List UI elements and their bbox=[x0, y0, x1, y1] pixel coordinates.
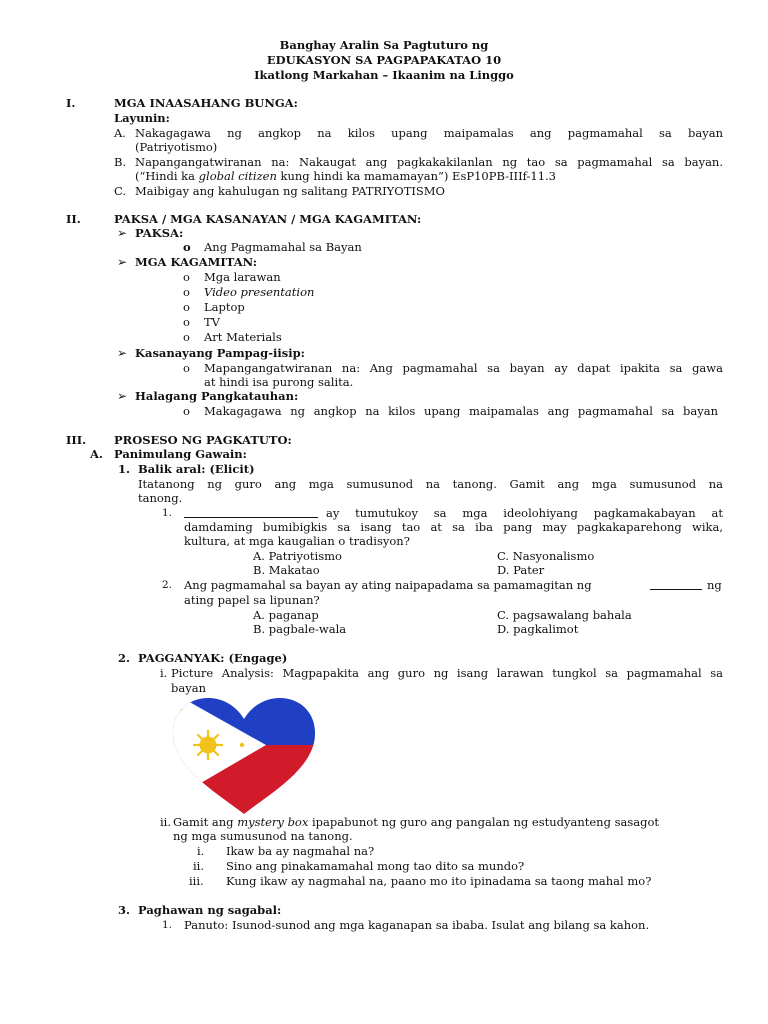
kagamitan-item: TV bbox=[204, 315, 220, 329]
mystery-question: Kung ikaw ay nagmahal na, paano mo ito ipinadama sa taong mahal mo? bbox=[226, 874, 652, 888]
heart-flag-icon bbox=[170, 697, 318, 815]
sub-bullet-icon: o bbox=[183, 285, 190, 299]
section-3-numeral: III. bbox=[66, 433, 87, 447]
picture-analysis-line-1: Picture Analysis: Magpapakita ang guro ng isang larawan tungkol sa pagmamahal sa bbox=[171, 666, 723, 680]
question-2-number: 2. bbox=[162, 579, 173, 591]
paksa-item: Ang Pagmamahal sa Bayan bbox=[204, 240, 362, 254]
sub-bullet-icon: o bbox=[183, 270, 190, 284]
kagamitan-item: Art Materials bbox=[204, 330, 282, 344]
balik-aral-title: Balik aral: (Elicit) bbox=[138, 462, 255, 476]
objective-b-line-1: Napangangatwiranan na: Nakaugat ang pagkakakilanlan ng tao sa pagmamahal sa bayan. bbox=[135, 155, 723, 169]
kagamitan-item: Laptop bbox=[204, 300, 245, 314]
paghawan-number: 3. bbox=[118, 903, 131, 917]
objective-c-line-1: Maibigay ang kahulugan ng salitang PATRIYOTISMO bbox=[135, 184, 445, 198]
mystery-question: Sino ang pinakamamahal mong tao dito sa mundo? bbox=[226, 859, 525, 873]
sub-bullet-icon: o bbox=[183, 240, 191, 254]
objective-b-label: B. bbox=[114, 155, 127, 169]
balik-aral-number: 1. bbox=[118, 462, 131, 476]
question-2-line-1-end: ng bbox=[707, 578, 722, 592]
question-2-line-1-blank bbox=[650, 578, 702, 594]
header-line-3: Ikatlong Markahan – Ikaanim na Linggo bbox=[254, 68, 514, 82]
kagamitan-label: MGA KAGAMITAN: bbox=[135, 255, 257, 269]
choice: B. Makatao bbox=[253, 563, 320, 577]
choice: A. paganap bbox=[253, 608, 319, 622]
sub-bullet-icon: o bbox=[183, 361, 190, 375]
choice: C. Nasyonalismo bbox=[497, 549, 595, 563]
halagang-label: Halagang Pangkatauhan: bbox=[135, 389, 299, 403]
objective-c-label: C. bbox=[114, 184, 127, 198]
section-1-numeral: I. bbox=[66, 96, 76, 110]
philippine-flag-heart-image bbox=[170, 697, 318, 815]
kasanayan-line-1: Mapangangatwiranan na: Ang pagmamahal sa bayan ay dapat ipakita sa gawa bbox=[204, 361, 723, 375]
kagamitan-item: Mga larawan bbox=[204, 270, 281, 284]
answer-blank bbox=[650, 578, 702, 590]
choice: D. Pater bbox=[497, 563, 545, 577]
halagang-item: Makagagawa ng angkop na kilos upang maipamalas ang pagmamahal sa bayan bbox=[204, 404, 718, 418]
pagganyak-number: 2. bbox=[118, 651, 131, 665]
mystery-question: Ikaw ba ay nagmahal na? bbox=[226, 844, 375, 858]
section-1-title: MGA INAASAHANG BUNGA: bbox=[114, 96, 298, 110]
mystery-question-number: i. bbox=[197, 844, 205, 858]
sub-bullet-icon: o bbox=[183, 330, 190, 344]
picture-analysis-label: i. bbox=[160, 666, 168, 680]
question-1-line-2: damdaming bumibigkis sa isang tao at sa iba pang may pagkakaparehong wika, bbox=[184, 520, 723, 534]
kasanayan-line-2: at hindi isa purong salita. bbox=[204, 375, 354, 389]
arrow-bullet-icon: ➢ bbox=[117, 226, 128, 240]
sub-bullet-icon: o bbox=[183, 404, 190, 418]
paksa-label: PAKSA: bbox=[135, 226, 184, 240]
question-2-line-1-text: Ang pagmamahal sa bayan ay ating naipapadama sa pamamagitan ng bbox=[184, 578, 592, 592]
choice: D. pagkalimot bbox=[497, 622, 579, 636]
section-2-title: PAKSA / MGA KASANAYAN / MGA KAGAMITAN: bbox=[114, 212, 422, 226]
answer-blank bbox=[184, 506, 318, 518]
layunin-label: Layunin: bbox=[114, 111, 170, 125]
objective-a-line-2: (Patriyotismo) bbox=[135, 140, 218, 154]
objective-a-label: A. bbox=[114, 126, 126, 140]
arrow-bullet-icon: ➢ bbox=[117, 346, 128, 360]
objective-a-line-1: Nakagagawa ng angkop na kilos upang maipamalas ang pagmamahal sa bayan bbox=[135, 126, 723, 140]
choice: C. pagsawalang bahala bbox=[497, 608, 632, 622]
mystery-question-number: ii. bbox=[193, 859, 205, 873]
part-a-title: Panimulang Gawain: bbox=[114, 447, 247, 461]
choice: A. Patriyotismo bbox=[253, 549, 342, 563]
question-1-line-3: kultura, at mga kaugalian o tradisyon? bbox=[184, 534, 410, 548]
section-3-title: PROSESO NG PAGKATUTO: bbox=[114, 433, 292, 447]
arrow-bullet-icon: ➢ bbox=[117, 389, 128, 403]
picture-analysis-line-2: bayan bbox=[171, 681, 206, 695]
balik-aral-line-1: Itatanong ng guro ang mga sumusunod na tanong. Gamit ang mga sumusunod na bbox=[138, 477, 723, 491]
flag-sun-icon bbox=[193, 730, 223, 760]
arrow-bullet-icon: ➢ bbox=[117, 255, 128, 269]
mystery-box-line-1: Gamit ang mystery box ipapabunot ng guro ang pangalan ng estudyanteng sasagot bbox=[173, 815, 660, 829]
header-line-2: EDUKASYON SA PAGPAPAKATAO 10 bbox=[266, 53, 502, 67]
part-a-label: A. bbox=[90, 447, 103, 461]
panuto-text: Panuto: Isunod-sunod ang mga kaganapan sa ibaba. Isulat ang bilang sa kahon. bbox=[184, 918, 650, 932]
question-1-line-1: ay tumutukoy sa mga ideolohiyang pagkamakabayan at bbox=[184, 506, 723, 522]
question-1-number: 1. bbox=[162, 507, 173, 519]
panuto-number: 1. bbox=[162, 919, 173, 931]
mystery-box-label: ii. bbox=[160, 815, 172, 829]
kasanayan-label: Kasanayang Pampag-iisip: bbox=[135, 346, 305, 360]
pagganyak-title: PAGGANYAK: (Engage) bbox=[138, 651, 288, 665]
question-2-line-2: ating papel sa lipunan? bbox=[184, 593, 320, 607]
mystery-question-number: iii. bbox=[189, 874, 204, 888]
sub-bullet-icon: o bbox=[183, 315, 190, 329]
choice: B. pagbale-wala bbox=[253, 622, 347, 636]
kagamitan-item: Video presentation bbox=[204, 285, 315, 299]
mystery-box-line-2: ng mga sumusunod na tanong. bbox=[173, 829, 353, 843]
header-line-1: Banghay Aralin Sa Pagtuturo ng bbox=[279, 38, 489, 52]
objective-b-line-2: (“Hindi ka global citizen kung hindi ka mamamayan”) EsP10PB-IIIf-11.3 bbox=[135, 169, 556, 183]
balik-aral-line-2: tanong. bbox=[138, 491, 183, 505]
paghawan-title: Paghawan ng sagabal: bbox=[138, 903, 282, 917]
sub-bullet-icon: o bbox=[183, 300, 190, 314]
section-2-numeral: II. bbox=[66, 212, 81, 226]
